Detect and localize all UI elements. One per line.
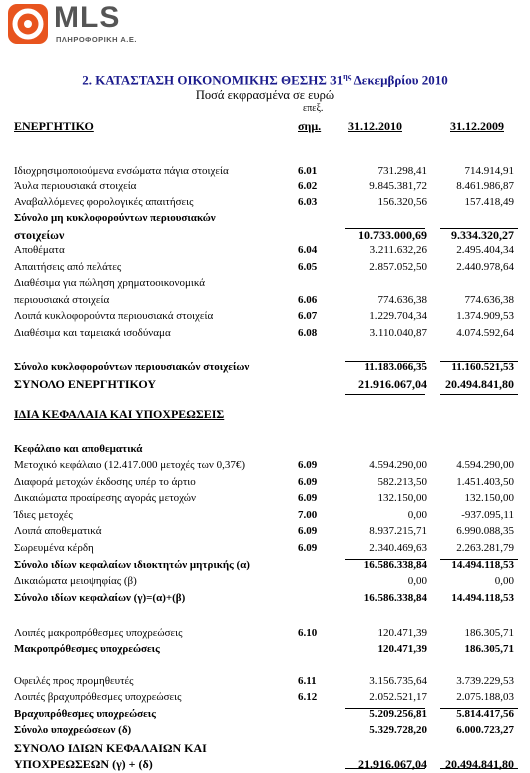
table-row [0,708,530,724]
value-2009: 20.494.841,80 [445,377,514,391]
table-row [0,443,530,459]
note-header: σημ. [298,119,322,133]
value-2009: 714.914,91 [464,165,514,177]
value-2009: 774.636,38 [464,294,514,306]
row-note: 6.05 [298,261,318,273]
row-label: Κεφάλαιο και αποθεματικά [14,443,143,455]
row-label: Λοιπές μακροπρόθεσμες υποχρεώσεις [14,627,183,639]
row-label: Δικαιώματα μειοψηφίας (β) [14,575,137,587]
row-label: Βραχυπρόθεσμες υποχρεώσεις [14,708,156,720]
row-label: Ιδιοχρησιμοποιούμενα ενσώματα πάγια στοιχεία [14,165,229,177]
row-label: Σύνολο μη κυκλοφορούντων περιουσιακών [14,212,216,224]
row-note: 7.00 [298,509,318,521]
value-2009: 4.594.290,00 [456,459,514,471]
value-2009: 2.495.404,34 [456,244,514,256]
value-2010: 1.229.704,34 [369,310,427,322]
value-2009: 6.000.723,27 [456,724,514,736]
rule [440,768,518,769]
value-2010: 2.340.469,63 [369,542,427,554]
value-2010: 2.052.521,17 [369,691,427,703]
table-row [0,691,530,707]
table-row [0,575,530,591]
value-2010: 2.857.052,50 [369,261,427,273]
table-row [0,244,530,260]
table-row [0,377,530,393]
table-row [0,459,530,475]
row-label: Διαφορά μετοχών έκδοσης υπέρ το άρτιο [14,476,196,488]
row-note: 6.02 [298,180,318,192]
value-2009: -937.095,11 [461,509,514,521]
value-2009: 186.305,71 [464,627,514,639]
row-label: Μετοχικό κεφάλαιο (12.417.000 μετοχές των 0,37€) [14,459,246,471]
row-label: ΣΥΝΟΛΟ ΙΔΙΩΝ ΚΕΦΑΛΑΙΩΝ ΚΑΙ [14,741,207,755]
rule [345,361,425,362]
value-2009: 1.374.909,53 [456,310,514,322]
row-label: Ίδιες μετοχές [14,509,73,521]
value-2009: 20.494.841,80 [445,757,514,771]
row-note: 6.04 [298,244,318,256]
rule [440,708,518,709]
row-label: Διαθέσιμα και ταμειακά ισοδύναμα [14,327,171,339]
table-row [0,509,530,525]
value-2009: 1.451.403,50 [456,476,514,488]
table-row [0,310,530,326]
value-2010: 0,00 [407,509,427,521]
note-header-top: επεξ. [303,103,324,114]
value-2010: 0,00 [407,575,427,587]
row-note: 6.12 [298,691,318,703]
value-2010: 8.937.215,71 [369,525,427,537]
rule [345,559,425,560]
value-2010: 5.209.256,81 [369,708,427,720]
value-2010: 9.845.381,72 [369,180,427,192]
row-label: Σωρευμένα κέρδη [14,542,94,554]
value-2010: 3.156.735,64 [369,675,427,687]
value-2010: 3.110.040,87 [369,327,427,339]
table-row [0,627,530,643]
rule [440,559,518,560]
value-2009: 132.150,00 [464,492,514,504]
row-label: Δικαιώματα προαίρεσης αγοράς μετοχών [14,492,196,504]
table-row [0,294,530,310]
row-note: 6.06 [298,294,318,306]
rule [440,394,518,395]
table-row [0,277,530,293]
table-row [0,724,530,740]
value-2009: 2.263.281,79 [456,542,514,554]
company-logo [8,1,168,48]
logo-text: MLS [54,1,121,34]
row-label: Λοιπά κυκλοφορούντα περιουσιακά στοιχεία [14,310,214,322]
row-note: 6.09 [298,459,318,471]
value-2010: 774.636,38 [377,294,427,306]
row-note: 6.07 [298,310,318,322]
value-2010: 3.211.632,26 [369,244,427,256]
row-label: ΥΠΟΧΡΕΩΣΕΩΝ (γ) + (δ) [14,757,153,771]
table-row [0,165,530,181]
table-row [0,592,530,608]
col-2009-header: 31.12.2009 [450,119,504,133]
row-label: στοιχείων [14,228,65,242]
row-note: 6.09 [298,476,318,488]
mls-logo-icon [8,4,48,44]
row-label: Σύνολο υποχρεώσεων (δ) [14,724,132,736]
value-2010: 21.916.067,04 [358,377,427,391]
value-2010: 156.320,56 [377,196,427,208]
value-2010: 120.471,39 [377,627,427,639]
row-note: 6.03 [298,196,318,208]
value-2010: 132.150,00 [377,492,427,504]
row-label: Αναβαλλόμενες φορολογικές απαιτήσεις [14,196,194,208]
row-label: Σύνολο ιδίων κεφαλαίων ιδιοκτητών μητρικής (α) [14,559,250,571]
col-2010-header: 31.12.2010 [348,119,402,133]
logo-subtitle: ΠΛΗΡΟΦΟΡΙΚΗ Α.Ε. [56,35,137,44]
value-2009: 6.990.088,35 [456,525,514,537]
row-label: Απαιτήσεις από πελάτες [14,261,122,273]
page-subtitle: Ποσά εκφρασμένα σε ευρώ [195,88,335,102]
assets-heading: ΕΝΕΡΓΗΤΙΚΟ [14,119,94,133]
value-2010: 16.586.338,84 [363,559,427,571]
value-2009: 14.494.118,53 [451,559,514,571]
table-row [0,757,530,773]
row-label: Σύνολο κυκλοφορούντων περιουσιακών στοιχείων [14,361,250,373]
value-2009: 8.461.986,87 [456,180,514,192]
value-2010: 582.213,50 [377,476,427,488]
row-note: 6.11 [298,675,317,687]
table-row [0,741,530,757]
page-title: 2. ΚΑΤΑΣΤΑΣΗ ΟΙΚΟΝΟΜΙΚΗΣ ΘΕΣΗΣ $31^{\eta\varsigma}$ Δεκεμβρίου 2010 [82,72,448,88]
equity-liabilities-heading: ΙΔΙΑ ΚΕΦΑΛΑΙΑ ΚΑΙ ΥΠΟΧΡΕΩΣΕΙΣ [14,407,225,421]
table-row [0,180,530,196]
row-note: 6.09 [298,525,318,537]
table-row [0,327,530,343]
value-2010: 5.329.728,20 [369,724,427,736]
table-row [0,476,530,492]
value-2009: 3.739.229,53 [456,675,514,687]
table-row [0,525,530,541]
value-2009: 2.075.188,03 [456,691,514,703]
row-label: Διαθέσιμα για πώληση χρηματοοικονομικά [14,277,206,289]
value-2010: 11.183.066,35 [364,361,427,373]
row-label: ΣΥΝΟΛΟ ΕΝΕΡΓΗΤΙΚΟΥ [14,377,157,391]
row-label: Οφειλές προς προμηθευτές [14,675,134,687]
table-row [0,675,530,691]
table-row [0,559,530,575]
rule [345,708,425,709]
table-row [0,361,530,377]
table-row [0,542,530,558]
value-2009: 5.814.417,56 [456,708,514,720]
value-2009: 157.418,49 [464,196,514,208]
row-note: 6.08 [298,327,318,339]
row-note: 6.10 [298,627,318,639]
rule [345,768,425,769]
value-2009: 14.494.118,53 [451,592,514,604]
row-label: Σύνολο ιδίων κεφαλαίων (γ)=(α)+(β) [14,592,186,604]
table-row [0,212,530,228]
row-label: περιουσιακά στοιχεία [14,294,110,306]
row-label: Λοιπά αποθεματικά [14,525,102,537]
row-note: 6.09 [298,542,318,554]
table-row [0,196,530,212]
table-row [0,492,530,508]
rule [440,361,518,362]
table-row [0,643,530,659]
value-2010: 120.471,39 [377,643,427,655]
value-2010: 21.916.067,04 [358,757,427,771]
row-label: Αποθέματα [14,244,65,256]
value-2010: 4.594.290,00 [369,459,427,471]
value-2010: 731.298,41 [377,165,427,177]
value-2010: 10.733.000,69 [358,228,427,242]
rule [345,228,425,229]
table-row [0,228,530,244]
value-2009: 9.334.320,27 [451,228,514,242]
rule [345,394,425,395]
value-2009: 186.305,71 [464,643,514,655]
row-note: 6.09 [298,492,318,504]
value-2009: 11.160.521,53 [451,361,514,373]
rule [440,228,518,229]
row-label: Λοιπές βραχυπρόθεσμες υποχρεώσεις [14,691,182,703]
row-label: Μακροπρόθεσμες υποχρεώσεις [14,643,160,655]
value-2009: 0,00 [494,575,514,587]
row-note: 6.01 [298,165,318,177]
table-row [0,261,530,277]
row-label: Άυλα περιουσιακά στοιχεία [14,180,137,192]
value-2010: 16.586.338,84 [363,592,427,604]
value-2009: 2.440.978,64 [456,261,514,273]
value-2009: 4.074.592,64 [456,327,514,339]
